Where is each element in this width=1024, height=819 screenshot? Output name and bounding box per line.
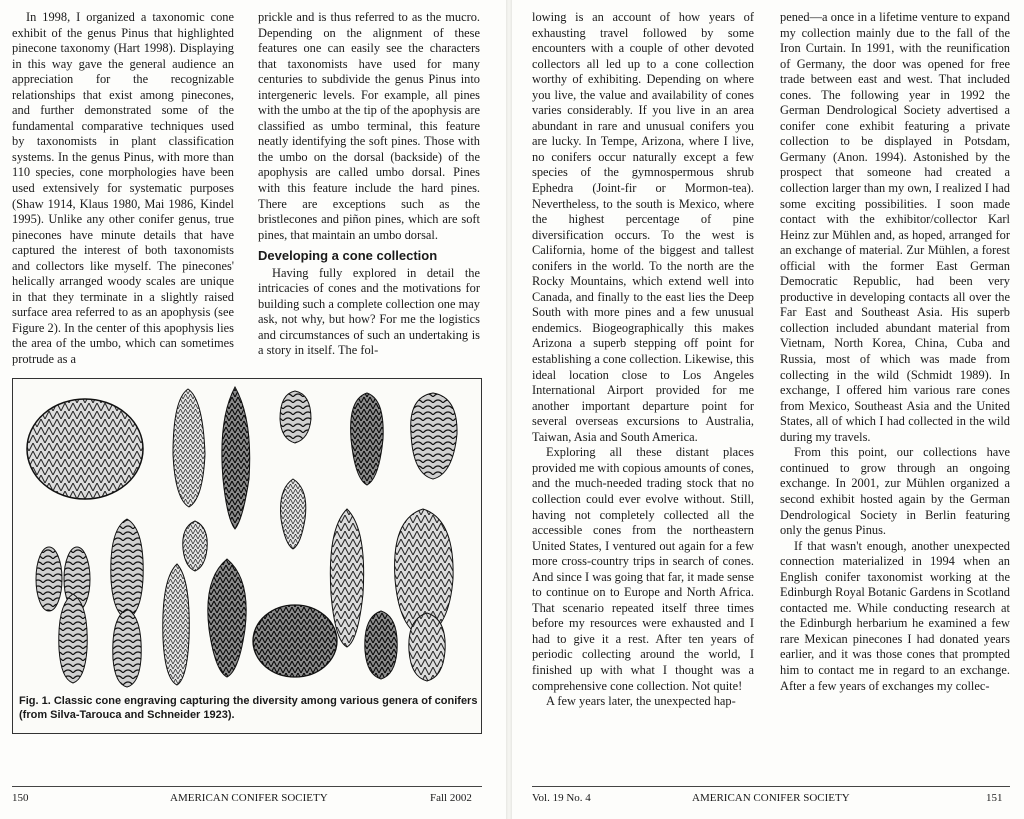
cone-engraving-illustration: [13, 379, 482, 691]
paragraph: A few years later, the unexpected hap-: [546, 694, 736, 709]
footer-rule: [12, 786, 482, 787]
section-heading: Developing a cone collection: [258, 248, 438, 264]
figure-caption: Fig. 1. Classic cone engraving capturing the diversity among various genera of conifers (from Silva-Tarouca and Schneider 1923).: [19, 695, 478, 721]
paragraph: If that wasn't enough, another unexpected connection materialized in 1994 when an English conifer taxonomist working at the Edinburgh Royal Botanic Gardens in Scotland contacted me. While conducting research at the Edinburgh herbarium he examined a few rare Mexican pinecones I had donated years earlier, and it was those cones that prompted him to contact me in regard to an exchange. After a few years of exchanges my collec-: [780, 538, 1010, 693]
right-column-2: [780, 10, 1010, 694]
figure-1: [12, 378, 482, 734]
left-page: [0, 0, 506, 819]
paragraph: From this point, our collections have continued to grow through an ongoing exchange. In 2001, zur Mühlen organized a second exhibit hosted again by the German Dendrological Society in Berlin featuring only the genus Pinus.: [780, 445, 1010, 538]
footer-rule: [532, 786, 1010, 787]
paragraph: prickle and is thus referred to as the mucro. Depending on the alignment of these features one can easily see the characters that taxonomists have used for many centuries to subdivide the genus Pinus into intergeneric levels. For example, all pines with the umbo at the tip of the apophysis are classified as umbo terminal, this feature neatly identifying the soft pines. Those with the umbo on the dorsal (backside) of the apophysis are called umbo dorsal. Pines with this feature include the hard pines. There are exceptions such as the bristlecones and piñon pines, which are soft pines, that maintain an umbo dorsal.: [258, 10, 480, 242]
paragraph: Exploring all these distant places provided me with copious amounts of cones, and the much-needed trading stock that no collection could ever evolve without. Still, having not completely collected all the accessible cones from the northeastern United States, I ventured out again for a few more cross-country trips in search of cones. And since I was going that far, it made sense to continue on to Europe and North Africa. That scenario repeated itself three times before my resources were exhausted and I had to give it a rest. After ten years of periodic collecting around the world, I finished up with what I thought was a comprehensive cone collection. Not quite!: [532, 445, 754, 693]
right-page: [512, 0, 1024, 819]
issue-label: Fall 2002: [430, 792, 472, 804]
page-number: 151: [986, 792, 1003, 804]
running-footer-title: AMERICAN CONIFER SOCIETY: [692, 792, 850, 804]
paragraph: In 1998, I organized a taxonomic cone exhibit of the genus Pinus that highlighted pinecone taxonomy (Hart 1998). Displaying in this way gave the general audience an appreciation for the recognizable relationships that exist among pinecones, and further demonstrated some of the fundamental comparative techniques used by taxonomists in plant classification systems. In the genus Pinus, with more than 110 species, cone morphologies have been used extensively for systematic purposes (Shaw 1914, Klaus 1980, Mai 1986, Kindel 1995). Unlike any other conifer genus, true pinecones have minute details that have captured the interest of both taxonomists and collectors like myself. The pinecones' helically arranged woody scales are unique in that they terminate in a slightly raised surface area referred to as an apophysis (see Figure 2). In the center of this apophysis lies the area of the umbo, which can sometimes protrude as a: [12, 10, 234, 367]
right-column-1: [532, 10, 754, 710]
issue-label: Vol. 19 No. 4: [532, 792, 591, 804]
paragraph: pened—a once in a lifetime venture to expand my collection mainly due to the fall of the Iron Curtain. In 1991, with the reunification of Germany, the door was opened for free trade between east and west. That included cones. The following year in 1992 the German Dendrological Society advertised a conifer cone exhibit featuring a private collection to be displayed in Potsdam, Germany (Anon. 1994). Astonished by the prospect that someone had created a collection larger than my own, I realized I had some exciting possibilities. I soon made contact with the exhibitor/collector Karl Heinz zur Mühlen and, as hoped, arranged for an exchange of material. Zur Mühlen, a forest official with the former East German Democratic Republic, had been very productive in developing contacts all over the Far East and Southeast Asia. His superb collection included abundant material from Vietnam, North Korea, China, Cuba and Russia, most of which was made from collecting in the wild (Schmidt 1989). In exchange, I offered him various rare cones from Mexico, Southeast Asia and the United States, all of which I had collected in the wild during my travels.: [780, 10, 1010, 444]
page-number: 150: [12, 792, 29, 804]
left-column-2: [258, 10, 480, 359]
paragraph: Having fully explored in detail the intricacies of cones and the motivations for building such a complete collection one may ask, not why, but how? For me the logistics and circumstances of such an undertaking is a story in itself. The fol-: [258, 265, 480, 358]
paragraph: lowing is an account of how years of exhausting travel followed by some encounters with a couple of other devoted collectors all led up to a cone collection worthy of exhibiting. Depending on where you live, the value and availability of cones varies considerably. If you live in an area abundant in rare and unusual conifers you are lucky. In Tempe, Arizona, where I live, no conifers occur naturally except a few species of the gymnospermous shrub Ephedra (Joint-fir or Mormon-tea). Nevertheless, to the south is Mexico, where the highest percentage of pine diversification occurs. To the west is California, home of the biggest and tallest conifers in the world. To the north are the Rocky Mountains, which extend well into Canada, and finally to the east lies the Deep South with more pines and a few unusual endemics. Biogeographically this makes Arizona a superb stepping off point for establishing a cone collection. Likewise, this ideal location close to Los Angeles International Airport provided for me another important departure point for several overseas excursions to Australia, Taiwan, Asia and South America.: [532, 10, 754, 444]
running-footer-title: AMERICAN CONIFER SOCIETY: [170, 792, 328, 804]
left-column-1: [12, 10, 234, 368]
